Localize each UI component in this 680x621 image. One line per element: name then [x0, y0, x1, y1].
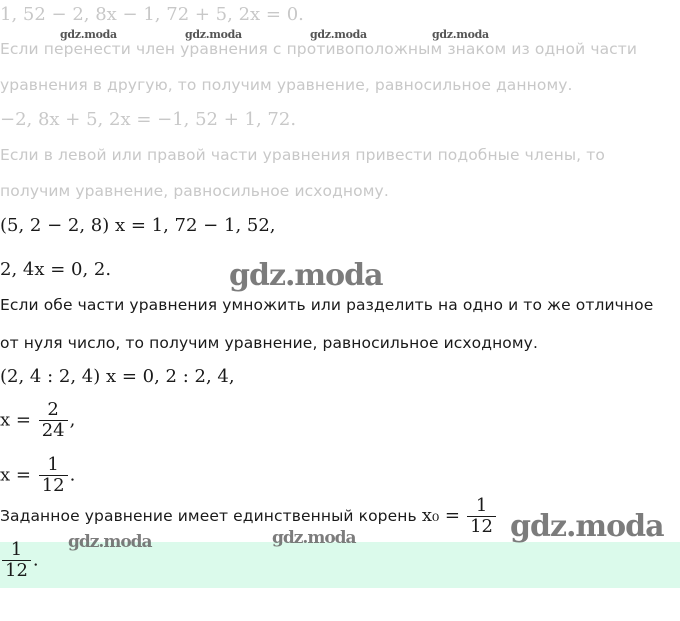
final-answer [0, 540, 39, 581]
equation-3: (5, 2 − 2, 8) x = 1, 72 − 1, 52, [0, 215, 276, 236]
watermark: gdz.moda [60, 28, 117, 41]
final-tail: . [32, 549, 39, 571]
watermark: gdz.moda [432, 28, 489, 41]
fraction-2-24 [39, 400, 68, 441]
conclusion-line [0, 496, 498, 537]
rule-3-line-2: от нуля число, то получим уравнение, равносильное исходному. [0, 334, 538, 352]
equation-7 [0, 455, 75, 496]
rule-1-line-1: Если перенести член уравнения с противоположным знаком из одной части [0, 40, 638, 58]
final-fraction [2, 540, 31, 581]
fraction-1-12 [39, 455, 68, 496]
equation-6 [0, 400, 75, 441]
equation-2: −2, 8x + 5, 2x = −1, 52 + 1, 72. [0, 109, 297, 130]
fraction-denominator: 12 [467, 516, 496, 537]
watermark: gdz.moda [68, 532, 152, 552]
fraction-numerator: 1 [475, 495, 488, 516]
watermark-large: gdz.moda [510, 509, 664, 544]
watermark: gdz.moda [272, 528, 356, 548]
equation-5: (2, 4 : 2, 4) x = 0, 2 : 2, 4, [0, 366, 235, 387]
rule-2-line-1: Если в левой или правой части уравнения привести подобные члены, то [0, 146, 605, 164]
equation-7-lhs: x = [0, 464, 31, 486]
root-fraction [467, 496, 496, 537]
watermark-large: gdz.moda [229, 258, 383, 293]
conclusion-text: Заданное уравнение имеет единственный корень [0, 507, 417, 525]
rule-3-line-1: Если обе части уравнения умножить или разделить на одно и то же отличное [0, 296, 654, 314]
fraction-numerator: 1 [10, 539, 23, 560]
equation-1: 1, 52 − 2, 8x − 1, 72 + 5, 2x = 0. [0, 4, 304, 25]
equation-7-tail: . [69, 464, 76, 486]
fraction-denominator: 12 [39, 475, 68, 496]
watermark: gdz.moda [310, 28, 367, 41]
fraction-numerator: 2 [47, 399, 59, 420]
equation-6-lhs: x = [0, 409, 31, 431]
fraction-numerator: 1 [47, 454, 59, 475]
rule-2-line-2: получим уравнение, равносильное исходному. [0, 182, 389, 200]
equation-4: 2, 4x = 0, 2. [0, 259, 112, 280]
root-lhs: x₀ = [421, 505, 460, 526]
fraction-denominator: 24 [39, 420, 68, 441]
fraction-denominator: 12 [2, 560, 31, 581]
watermark: gdz.moda [185, 28, 242, 41]
equation-6-tail: , [69, 409, 76, 431]
rule-1-line-2: уравнения в другую, то получим уравнение, равносильное данному. [0, 76, 573, 94]
